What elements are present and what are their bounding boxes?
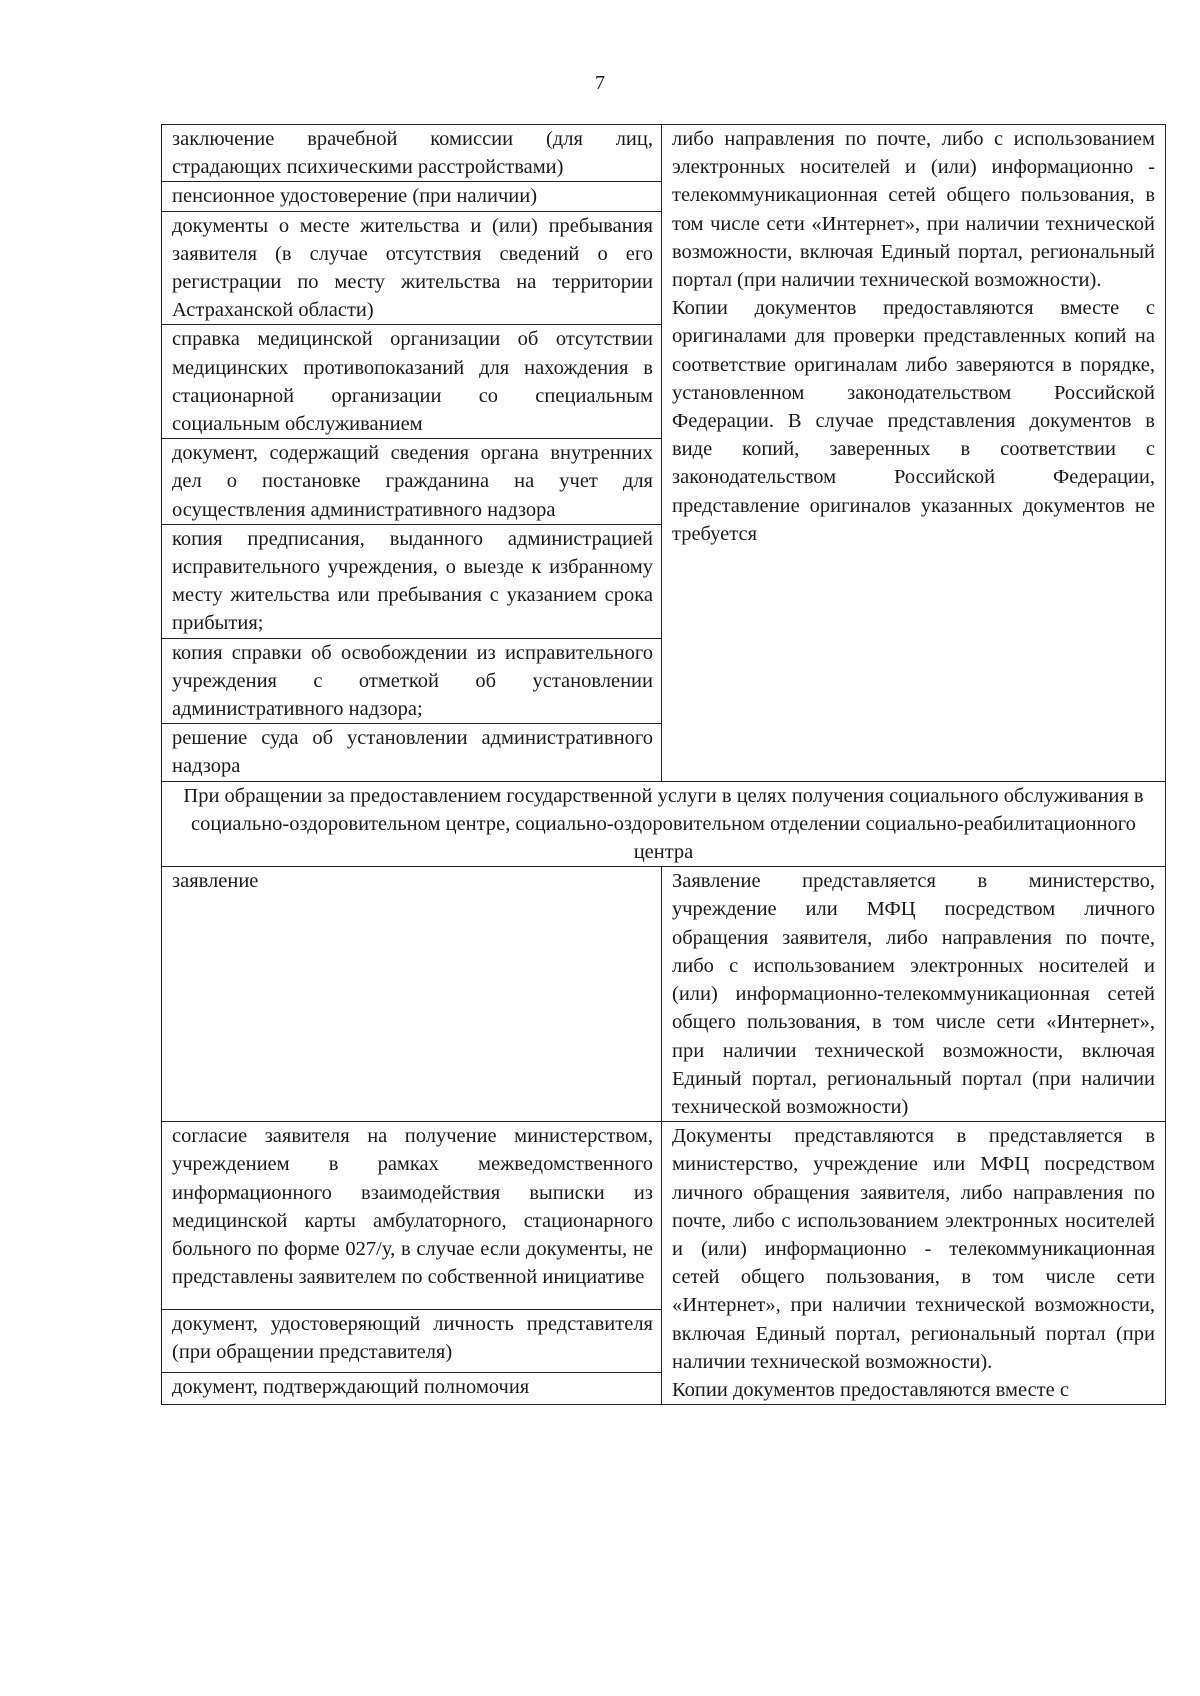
- table-row: [162, 1122, 1166, 1310]
- table-row: [162, 125, 1166, 182]
- table-cell-right: [662, 1122, 1166, 1405]
- table-cell-right: [662, 125, 1166, 782]
- table-cell-left: справка медицинской организации об отсутствии медицинских противопоказаний для нахождения в стационарной организации со специальным социальным обслуживанием: [162, 325, 662, 439]
- table-row: [162, 867, 1166, 1122]
- table-cell-left: решение суда об установлении административного надзора: [162, 724, 662, 781]
- page-number: 7: [595, 72, 605, 94]
- section-header-row: [162, 781, 1166, 867]
- table-cell-right: Заявление представляется в министерство, учреждение или МФЦ посредством личного обращения заявителя, либо направления по почте, либо с использованием электронных носителей и (или) информационно-телекоммуникационная сетей общего пользования, в том числе сети «Интернет», при наличии технической возможности, включая Единый портал, региональный портал (при наличии технической возможности): [662, 867, 1166, 1122]
- table-cell-left: документы о месте жительства и (или) пребывания заявителя (в случае отсутствия сведений о его регистрации по месту жительства на территории Астраханской области): [162, 211, 662, 325]
- cell-paragraph: либо направления по почте, либо с использованием электронных носителей и (или) информационно - телекоммуникационная сетей общего пользования, в том числе сети «Интернет», при наличии технической возможности, включая Единый портал, региональный портал (при наличии технической возможности).: [672, 128, 1155, 292]
- document-table: [161, 124, 1166, 1405]
- table-cell-left: документ, содержащий сведения органа внутренних дел о постановке гражданина на учет для осуществления административного надзора: [162, 439, 662, 525]
- cell-paragraph: Копии документов предоставляются вместе с: [672, 1378, 1069, 1401]
- table-cell-left: копия предписания, выданного администрацией исправительного учреждения, о выезде к избранному месту жительства или пребывания с указанием срока прибытия;: [162, 524, 662, 638]
- table-cell-left: документ, подтверждающий полномочия: [162, 1372, 662, 1404]
- table-cell-left: документ, удостоверяющий личность представителя (при обращении представителя): [162, 1309, 662, 1372]
- table-cell-left: согласие заявителя на получение министерством, учреждением в рамках межведомственного информационного взаимодействия выписки из медицинской карты амбулаторного, стационарного больного по форме 027/у, в случае если документы, не представлены заявителем по собственной инициативе: [162, 1122, 662, 1310]
- table-cell-left: пенсионное удостоверение (при наличии): [162, 182, 662, 211]
- cell-paragraph: Копии документов предоставляются вместе с оригиналами для проверки представленных копий на соответствие оригиналам либо заверяются в порядке, установленном законодательством Российской Федерации. В случае представления документов в виде копий, заверенных в соответствии с законодательством Российской Федерации, представление оригиналов указанных документов не требуется: [672, 297, 1155, 545]
- cell-paragraph: Документы представляются в представляется в министерство, учреждение или МФЦ посредством личного обращения заявителя, либо направления по почте, либо с использованием электронных носителей и (или) информационно - телекоммуникационная сетей общего пользования, в том числе сети «Интернет», при наличии технической возможности, включая Единый портал, региональный портал (при наличии технической возможности).: [672, 1125, 1155, 1373]
- table-cell-left: заключение врачебной комиссии (для лиц, страдающих психическими расстройствами): [162, 125, 662, 182]
- table-cell-left: копия справки об освобождении из исправительного учреждения с отметкой об установлении административного надзора;: [162, 638, 662, 724]
- section-header: При обращении за предоставлением государственной услуги в целях получения социального обслуживания в социально-оздоровительном центре, социально-оздоровительном отделении социально-реабилитационного центра: [162, 781, 1166, 867]
- table-cell-left: заявление: [162, 867, 662, 1122]
